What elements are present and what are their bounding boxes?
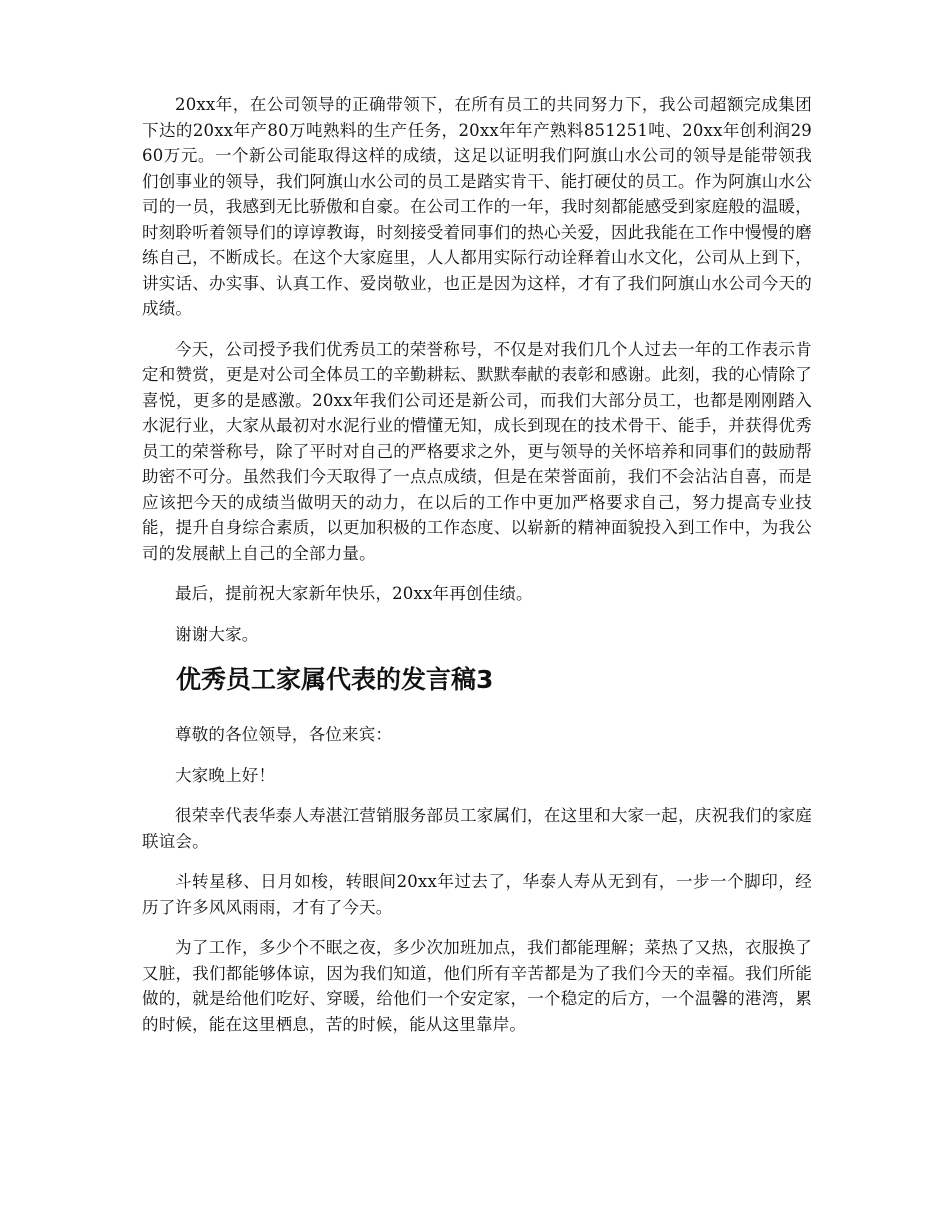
section-heading: 优秀员工家属代表的发言稿3 xyxy=(176,665,494,694)
paragraph-salutation: 尊敬的各位领导，各位来宾： xyxy=(175,725,393,744)
document-page xyxy=(142,92,812,1052)
paragraph-honor-title: 今天，公司授予我们优秀员工的荣誉称号，不仅是对我们几个人过去一年的工作表示肯定和赞赏，更是对公司全体员工的辛勤耕耘、默默奉献的表彰和感谢。此刻，我的心情除了喜悦，更多的是感激。20xx年我们公司还是新公司，而我们大部分员工，也都是刚刚踏入水泥行业，大家从最初对水泥行业的懵懂无知，成长到现在的技术骨干、能手，并获得优秀员工的荣誉称号，除了平时对自己的严格要求之外，更与领导的关怀培养和同事们的鼓励帮助密不可分。虽然我们今天取得了一点点成绩，但是在荣誉面前，我们不会沾沾自喜，而是应该把今天的成绩当做明天的动力，在以后的工作中更加严格要求自己，努力提高专业技能，提升自身综合素质，以更加积极的工作态度、以崭新的精神面貌投入到工作中，为我公司的发展献上自己的全部力量。 xyxy=(142,339,812,563)
paragraph-time-passes: 斗转星移、日月如梭，转眼间20xx年过去了，华泰人寿从无到有，一步一个脚印，经历了许多风风雨雨，才有了今天。 xyxy=(142,872,812,917)
paragraph-new-year-wishes: 最后，提前祝大家新年快乐，20xx年再创佳绩。 xyxy=(175,584,533,603)
paragraph-family-support: 为了工作，多少个不眠之夜，多少次加班加点，我们都能理解；菜热了又热，衣服换了又脏，我们都能够体谅，因为我们知道，他们所有辛苦都是为了我们今天的幸福。我们所能做的，就是给他们吃好、穿暖，给他们一个安定家，一个稳定的后方，一个温馨的港湾，累的时候，能在这里栖息，苦的时候，能从这里靠岸。 xyxy=(142,938,812,1034)
paragraph-representing-families: 很荣幸代表华泰人寿湛江营销服务部员工家属们，在这里和大家一起，庆祝我们的家庭联谊会。 xyxy=(142,806,812,851)
paragraph-company-achievements: 20xx年，在公司领导的正确带领下，在所有员工的共同努力下，我公司超额完成集团下达的20xx年产80万吨熟料的生产任务，20xx年年产熟料851251吨、20xx年创利润2960万元。一个新公司能取得这样的成绩，这足以证明我们阿旗山水公司的领导是能带领我们创事业的领导，我们阿旗山水公司的员工是踏实肯干、能打硬仗的员工。作为阿旗山水公司的一员，我感到无比骄傲和自豪。在公司工作的一年，我时刻都能感受到家庭般的温暖，时刻聆听着领导们的谆谆教诲，时刻接受着同事们的热心关爱，因此我能在工作中慢慢的磨练自己，不断成长。在这个大家庭里，人人都用实际行动诠释着山水文化，公司从上到下，讲实话、办实事、认真工作、爱岗敬业，也正是因为这样，才有了我们阿旗山水公司今天的成绩。 xyxy=(142,95,812,318)
paragraph-thanks: 谢谢大家。 xyxy=(175,624,259,644)
paragraph-greeting: 大家晚上好！ xyxy=(175,765,276,785)
